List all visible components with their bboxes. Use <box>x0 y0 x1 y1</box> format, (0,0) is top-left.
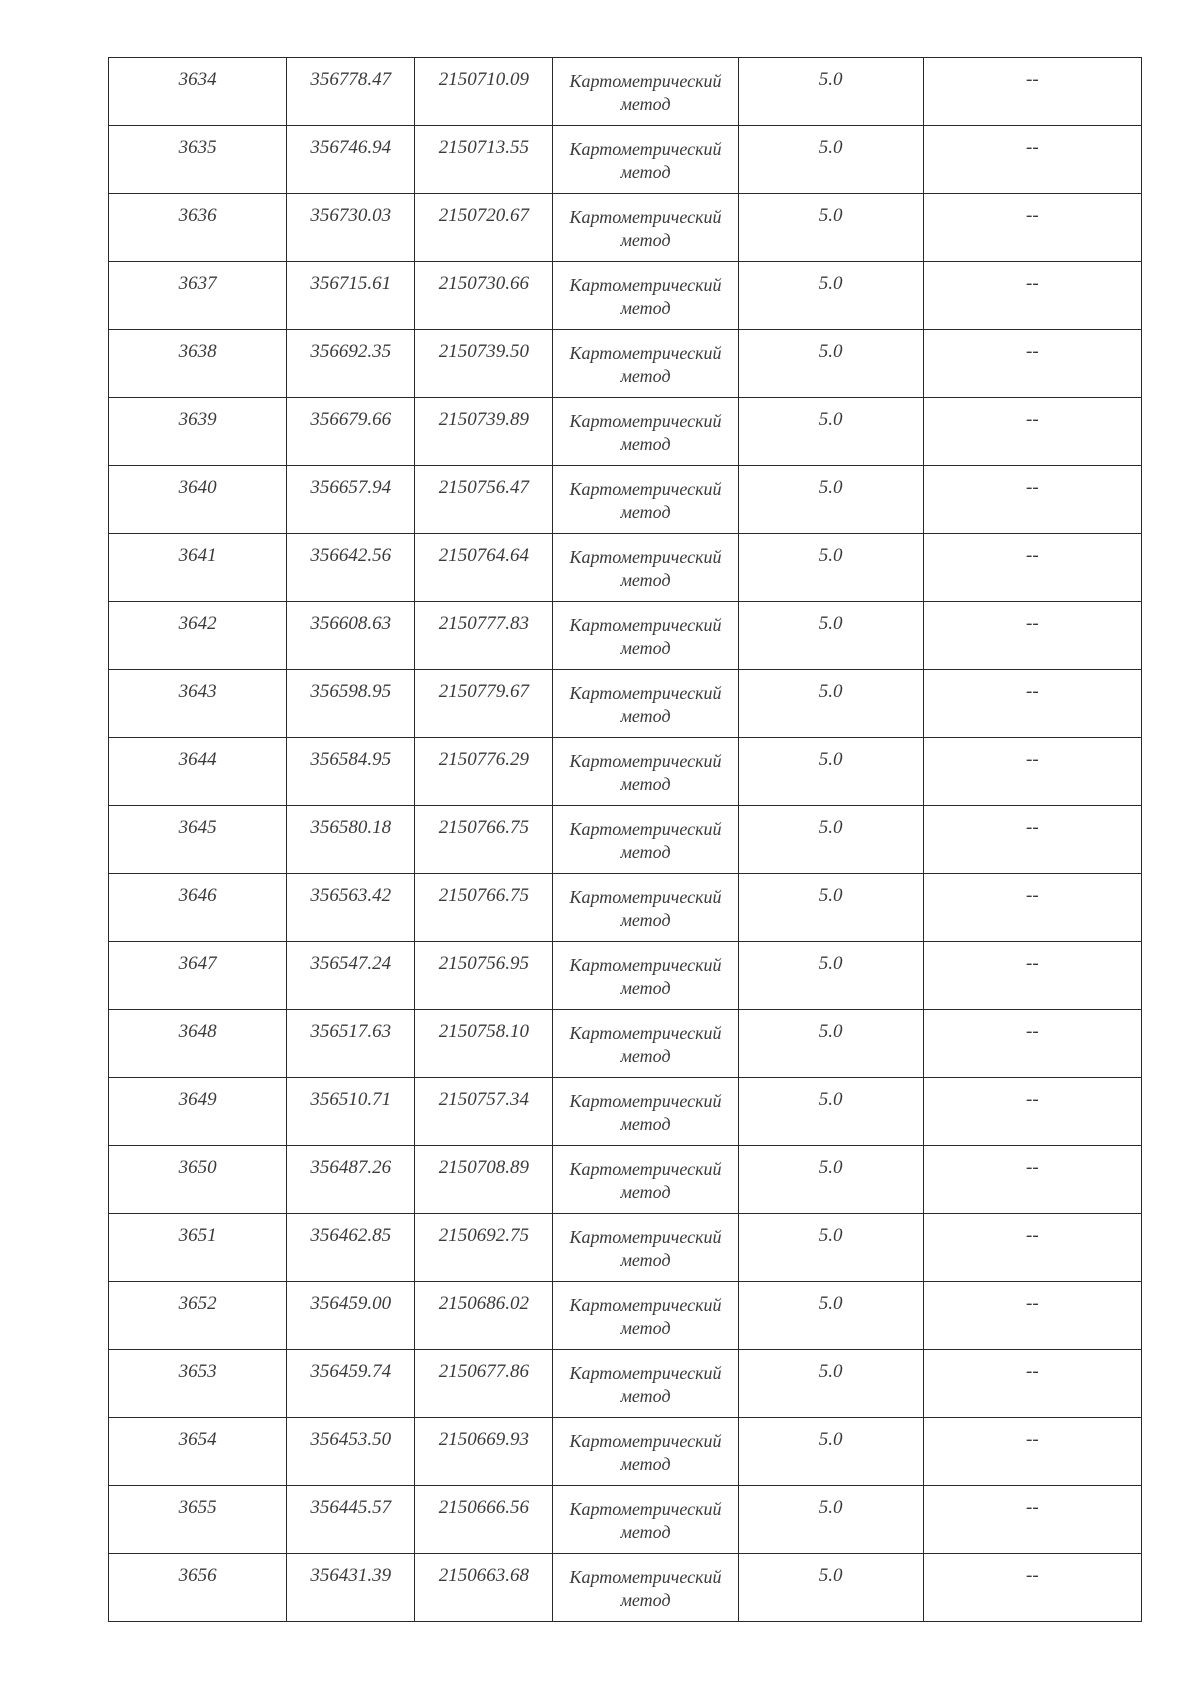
point-number-cell: 3643 <box>109 670 287 738</box>
table-row <box>109 194 1142 262</box>
y-coordinate-cell: 2150777.83 <box>415 602 553 670</box>
table-row <box>109 398 1142 466</box>
method-cell <box>553 466 738 534</box>
note-cell: -- <box>923 1214 1141 1282</box>
method-line-2: метод <box>620 1114 671 1134</box>
point-number-cell: 3636 <box>109 194 287 262</box>
method-cell <box>553 1554 738 1622</box>
note-cell: -- <box>923 942 1141 1010</box>
y-coordinate-cell: 2150779.67 <box>415 670 553 738</box>
point-number-cell: 3651 <box>109 1214 287 1282</box>
x-coordinate-cell: 356715.61 <box>287 262 415 330</box>
accuracy-cell: 5.0 <box>738 942 923 1010</box>
note-cell: -- <box>923 330 1141 398</box>
x-coordinate-cell: 356431.39 <box>287 1554 415 1622</box>
point-number-cell: 3634 <box>109 58 287 126</box>
accuracy-cell: 5.0 <box>738 58 923 126</box>
method-line-1: Картометрический <box>569 1431 722 1451</box>
x-coordinate-cell: 356657.94 <box>287 466 415 534</box>
note-cell: -- <box>923 806 1141 874</box>
method-cell <box>553 262 738 330</box>
table-row <box>109 330 1142 398</box>
document-page <box>108 57 1142 1622</box>
method-cell <box>553 126 738 194</box>
accuracy-cell: 5.0 <box>738 262 923 330</box>
x-coordinate-cell: 356547.24 <box>287 942 415 1010</box>
method-cell <box>553 1418 738 1486</box>
method-line-1: Картометрический <box>569 1499 722 1519</box>
x-coordinate-cell: 356487.26 <box>287 1146 415 1214</box>
accuracy-cell: 5.0 <box>738 806 923 874</box>
accuracy-cell: 5.0 <box>738 1078 923 1146</box>
y-coordinate-cell: 2150764.64 <box>415 534 553 602</box>
method-line-2: метод <box>620 1522 671 1542</box>
accuracy-cell: 5.0 <box>738 534 923 602</box>
table-row <box>109 602 1142 670</box>
point-number-cell: 3649 <box>109 1078 287 1146</box>
table-row <box>109 738 1142 806</box>
accuracy-cell: 5.0 <box>738 1146 923 1214</box>
method-line-2: метод <box>620 570 671 590</box>
method-line-1: Картометрический <box>569 751 722 771</box>
note-cell: -- <box>923 670 1141 738</box>
point-number-cell: 3644 <box>109 738 287 806</box>
table-body <box>109 58 1142 1622</box>
y-coordinate-cell: 2150692.75 <box>415 1214 553 1282</box>
method-line-2: метод <box>620 1590 671 1610</box>
y-coordinate-cell: 2150677.86 <box>415 1350 553 1418</box>
note-cell: -- <box>923 1078 1141 1146</box>
method-line-2: метод <box>620 1318 671 1338</box>
method-cell <box>553 942 738 1010</box>
x-coordinate-cell: 356778.47 <box>287 58 415 126</box>
method-line-2: метод <box>620 230 671 250</box>
method-cell <box>553 1078 738 1146</box>
method-line-2: метод <box>620 1386 671 1406</box>
method-line-1: Картометрический <box>569 1091 722 1111</box>
y-coordinate-cell: 2150739.89 <box>415 398 553 466</box>
method-cell <box>553 58 738 126</box>
y-coordinate-cell: 2150739.50 <box>415 330 553 398</box>
method-line-1: Картометрический <box>569 1567 722 1587</box>
y-coordinate-cell: 2150686.02 <box>415 1282 553 1350</box>
method-cell <box>553 534 738 602</box>
point-number-cell: 3655 <box>109 1486 287 1554</box>
table-row <box>109 126 1142 194</box>
point-number-cell: 3654 <box>109 1418 287 1486</box>
table-row <box>109 942 1142 1010</box>
x-coordinate-cell: 356510.71 <box>287 1078 415 1146</box>
x-coordinate-cell: 356679.66 <box>287 398 415 466</box>
method-line-2: метод <box>620 638 671 658</box>
note-cell: -- <box>923 874 1141 942</box>
method-line-2: метод <box>620 774 671 794</box>
method-line-2: метод <box>620 162 671 182</box>
note-cell: -- <box>923 58 1141 126</box>
method-cell <box>553 1486 738 1554</box>
note-cell: -- <box>923 1418 1141 1486</box>
method-line-1: Картометрический <box>569 955 722 975</box>
point-number-cell: 3639 <box>109 398 287 466</box>
accuracy-cell: 5.0 <box>738 126 923 194</box>
point-number-cell: 3652 <box>109 1282 287 1350</box>
note-cell: -- <box>923 1554 1141 1622</box>
point-number-cell: 3635 <box>109 126 287 194</box>
point-number-cell: 3642 <box>109 602 287 670</box>
method-cell <box>553 194 738 262</box>
accuracy-cell: 5.0 <box>738 1486 923 1554</box>
method-line-1: Картометрический <box>569 139 722 159</box>
table-row <box>109 1554 1142 1622</box>
table-row <box>109 806 1142 874</box>
table-row <box>109 466 1142 534</box>
x-coordinate-cell: 356517.63 <box>287 1010 415 1078</box>
accuracy-cell: 5.0 <box>738 330 923 398</box>
y-coordinate-cell: 2150756.47 <box>415 466 553 534</box>
note-cell: -- <box>923 126 1141 194</box>
point-number-cell: 3646 <box>109 874 287 942</box>
method-line-2: метод <box>620 910 671 930</box>
point-number-cell: 3638 <box>109 330 287 398</box>
method-line-1: Картометрический <box>569 1159 722 1179</box>
y-coordinate-cell: 2150758.10 <box>415 1010 553 1078</box>
method-line-1: Картометрический <box>569 411 722 431</box>
method-cell <box>553 1350 738 1418</box>
x-coordinate-cell: 356563.42 <box>287 874 415 942</box>
point-number-cell: 3641 <box>109 534 287 602</box>
method-line-2: метод <box>620 1046 671 1066</box>
table-row <box>109 670 1142 738</box>
method-line-1: Картометрический <box>569 343 722 363</box>
x-coordinate-cell: 356746.94 <box>287 126 415 194</box>
method-line-2: метод <box>620 1454 671 1474</box>
table-row <box>109 1078 1142 1146</box>
method-line-1: Картометрический <box>569 683 722 703</box>
method-line-1: Картометрический <box>569 275 722 295</box>
note-cell: -- <box>923 602 1141 670</box>
method-cell <box>553 602 738 670</box>
method-line-2: метод <box>620 1250 671 1270</box>
method-line-2: метод <box>620 1182 671 1202</box>
x-coordinate-cell: 356445.57 <box>287 1486 415 1554</box>
table-row <box>109 1010 1142 1078</box>
x-coordinate-cell: 356580.18 <box>287 806 415 874</box>
table-row <box>109 58 1142 126</box>
accuracy-cell: 5.0 <box>738 874 923 942</box>
accuracy-cell: 5.0 <box>738 738 923 806</box>
y-coordinate-cell: 2150776.29 <box>415 738 553 806</box>
method-line-2: метод <box>620 842 671 862</box>
y-coordinate-cell: 2150713.55 <box>415 126 553 194</box>
table-row <box>109 874 1142 942</box>
method-line-2: метод <box>620 298 671 318</box>
accuracy-cell: 5.0 <box>738 602 923 670</box>
method-line-2: метод <box>620 434 671 454</box>
y-coordinate-cell: 2150669.93 <box>415 1418 553 1486</box>
x-coordinate-cell: 356462.85 <box>287 1214 415 1282</box>
note-cell: -- <box>923 262 1141 330</box>
y-coordinate-cell: 2150756.95 <box>415 942 553 1010</box>
note-cell: -- <box>923 466 1141 534</box>
accuracy-cell: 5.0 <box>738 670 923 738</box>
note-cell: -- <box>923 1350 1141 1418</box>
y-coordinate-cell: 2150666.56 <box>415 1486 553 1554</box>
note-cell: -- <box>923 1146 1141 1214</box>
method-line-1: Картометрический <box>569 819 722 839</box>
accuracy-cell: 5.0 <box>738 466 923 534</box>
note-cell: -- <box>923 534 1141 602</box>
y-coordinate-cell: 2150708.89 <box>415 1146 553 1214</box>
y-coordinate-cell: 2150766.75 <box>415 874 553 942</box>
x-coordinate-cell: 356453.50 <box>287 1418 415 1486</box>
note-cell: -- <box>923 1010 1141 1078</box>
note-cell: -- <box>923 1282 1141 1350</box>
y-coordinate-cell: 2150663.68 <box>415 1554 553 1622</box>
point-number-cell: 3637 <box>109 262 287 330</box>
method-cell <box>553 398 738 466</box>
point-number-cell: 3650 <box>109 1146 287 1214</box>
x-coordinate-cell: 356584.95 <box>287 738 415 806</box>
point-number-cell: 3645 <box>109 806 287 874</box>
method-line-1: Картометрический <box>569 615 722 635</box>
coordinates-table <box>108 57 1142 1622</box>
method-cell <box>553 330 738 398</box>
note-cell: -- <box>923 738 1141 806</box>
table-row <box>109 1146 1142 1214</box>
point-number-cell: 3653 <box>109 1350 287 1418</box>
method-cell <box>553 806 738 874</box>
method-line-1: Картометрический <box>569 1227 722 1247</box>
table-row <box>109 262 1142 330</box>
accuracy-cell: 5.0 <box>738 1282 923 1350</box>
method-cell <box>553 1010 738 1078</box>
method-cell <box>553 738 738 806</box>
note-cell: -- <box>923 398 1141 466</box>
method-line-1: Картометрический <box>569 71 722 91</box>
y-coordinate-cell: 2150730.66 <box>415 262 553 330</box>
x-coordinate-cell: 356598.95 <box>287 670 415 738</box>
table-row <box>109 1214 1142 1282</box>
method-line-2: метод <box>620 366 671 386</box>
method-cell <box>553 1214 738 1282</box>
x-coordinate-cell: 356608.63 <box>287 602 415 670</box>
accuracy-cell: 5.0 <box>738 1214 923 1282</box>
x-coordinate-cell: 356642.56 <box>287 534 415 602</box>
x-coordinate-cell: 356459.74 <box>287 1350 415 1418</box>
accuracy-cell: 5.0 <box>738 1418 923 1486</box>
accuracy-cell: 5.0 <box>738 1554 923 1622</box>
method-line-2: метод <box>620 502 671 522</box>
method-line-1: Картометрический <box>569 479 722 499</box>
method-line-1: Картометрический <box>569 1023 722 1043</box>
x-coordinate-cell: 356692.35 <box>287 330 415 398</box>
y-coordinate-cell: 2150766.75 <box>415 806 553 874</box>
table-row <box>109 534 1142 602</box>
accuracy-cell: 5.0 <box>738 1010 923 1078</box>
y-coordinate-cell: 2150757.34 <box>415 1078 553 1146</box>
y-coordinate-cell: 2150710.09 <box>415 58 553 126</box>
note-cell: -- <box>923 1486 1141 1554</box>
x-coordinate-cell: 356459.00 <box>287 1282 415 1350</box>
point-number-cell: 3656 <box>109 1554 287 1622</box>
accuracy-cell: 5.0 <box>738 398 923 466</box>
table-row <box>109 1418 1142 1486</box>
y-coordinate-cell: 2150720.67 <box>415 194 553 262</box>
method-line-1: Картометрический <box>569 207 722 227</box>
table-row <box>109 1282 1142 1350</box>
method-line-2: метод <box>620 94 671 114</box>
method-cell <box>553 1282 738 1350</box>
method-line-1: Картометрический <box>569 1295 722 1315</box>
method-cell <box>553 670 738 738</box>
x-coordinate-cell: 356730.03 <box>287 194 415 262</box>
method-line-1: Картометрический <box>569 547 722 567</box>
table-row <box>109 1350 1142 1418</box>
method-line-1: Картометрический <box>569 887 722 907</box>
table-row <box>109 1486 1142 1554</box>
point-number-cell: 3647 <box>109 942 287 1010</box>
method-line-2: метод <box>620 706 671 726</box>
method-line-1: Картометрический <box>569 1363 722 1383</box>
method-cell <box>553 1146 738 1214</box>
method-line-2: метод <box>620 978 671 998</box>
point-number-cell: 3648 <box>109 1010 287 1078</box>
accuracy-cell: 5.0 <box>738 1350 923 1418</box>
accuracy-cell: 5.0 <box>738 194 923 262</box>
method-cell <box>553 874 738 942</box>
note-cell: -- <box>923 194 1141 262</box>
point-number-cell: 3640 <box>109 466 287 534</box>
